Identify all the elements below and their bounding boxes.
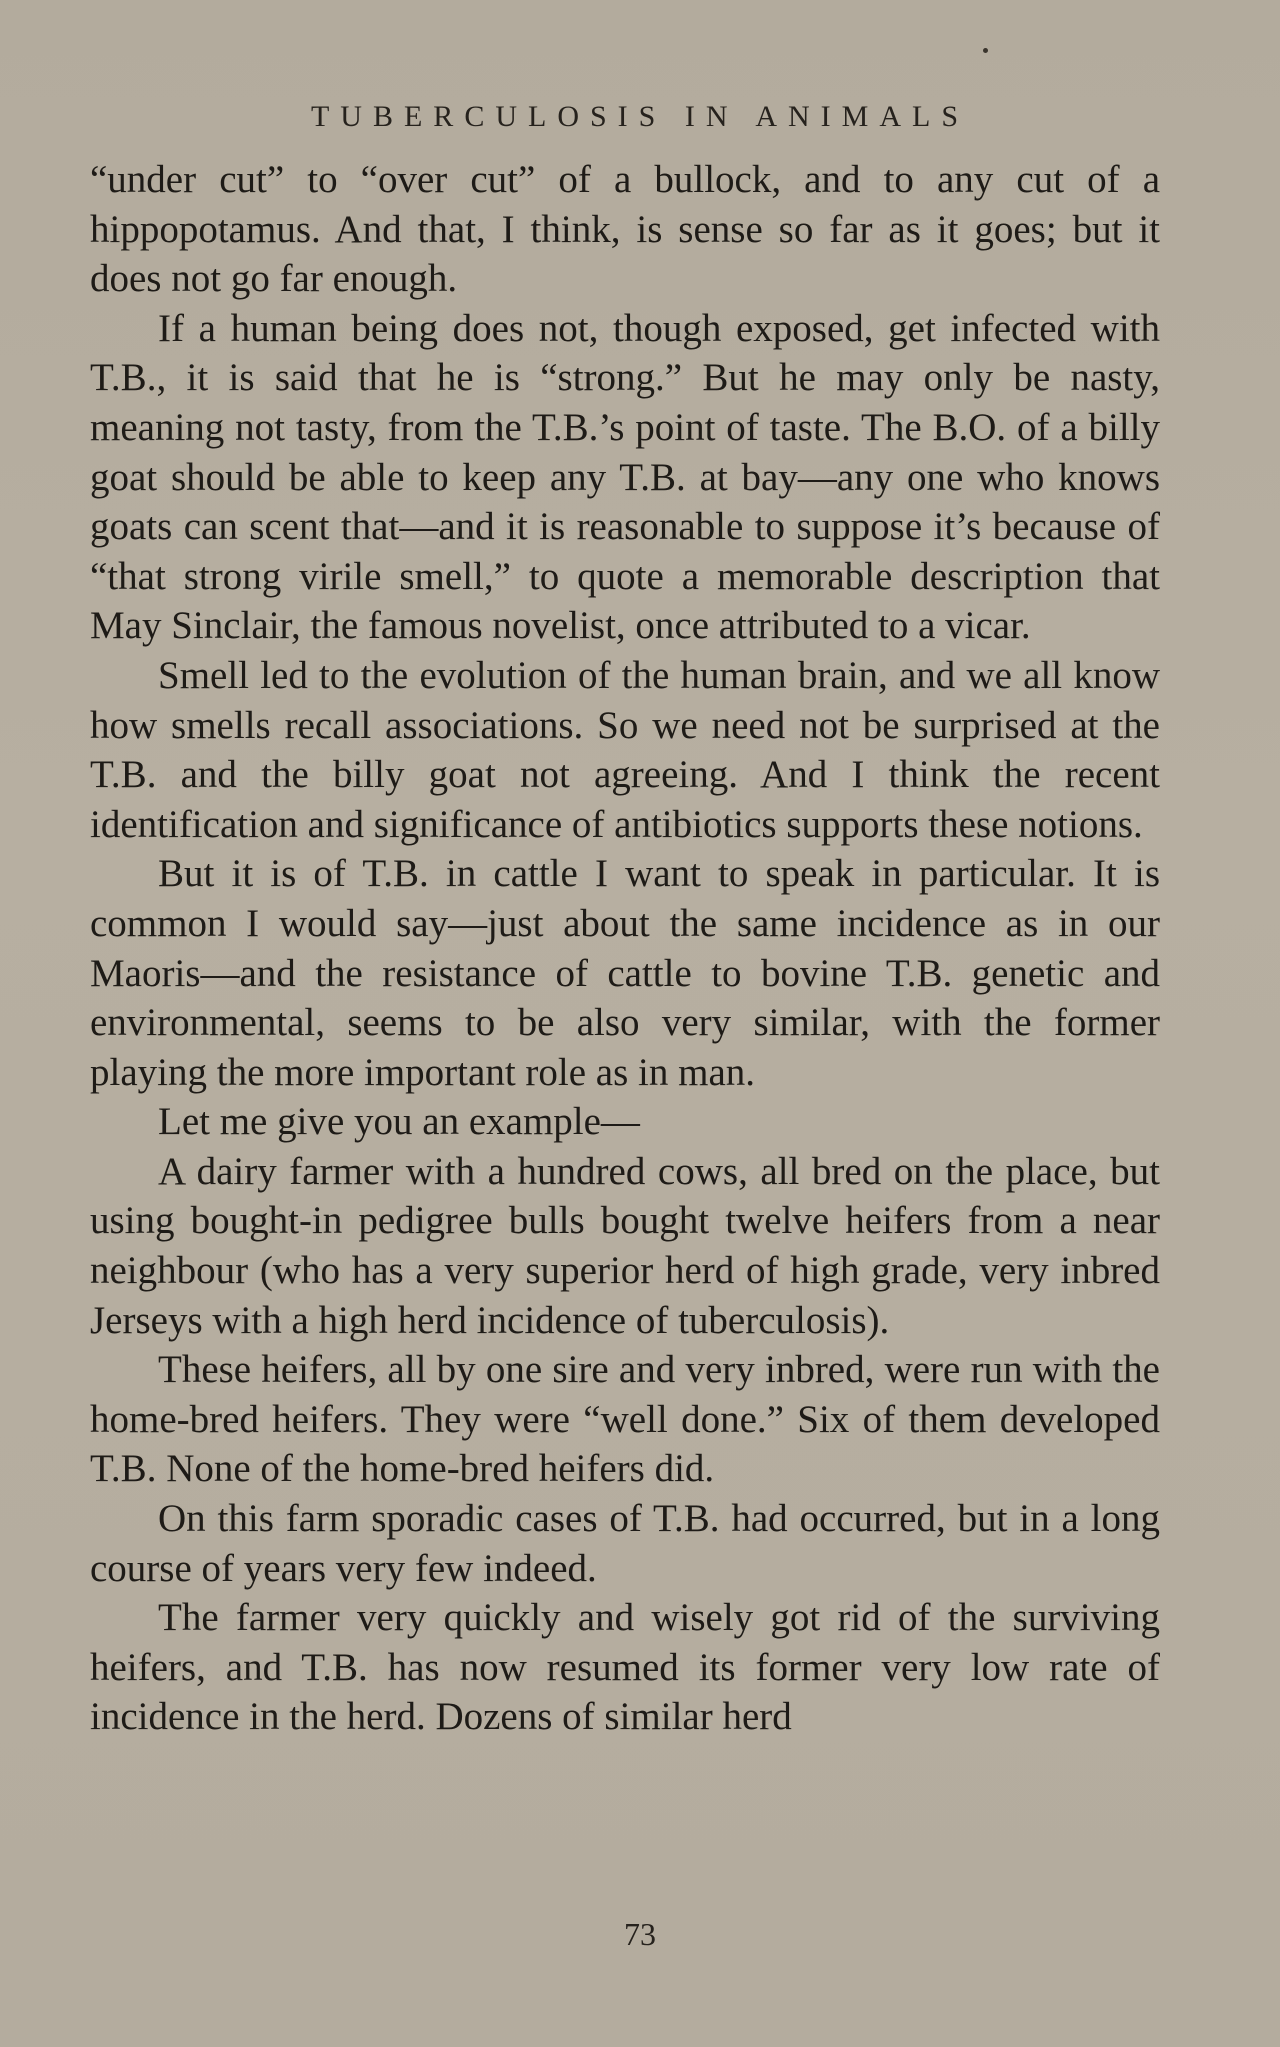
paragraph: These heifers, all by one sire and very inbred, were run with the home-bred heifers. They were “well done.” Six of them developed T.B. None of the home-bred heifers did. [90,1348,1160,1491]
paragraph: Smell led to the evolution of the human brain, and we all know how smells recall associations. So we need not be surprised at the T.B. and the billy goat not agreeing. And I think the recent identification and significance of antibiotics supports these notions. [90,653,1160,846]
paragraph-continued: “under cut” to “over cut” of a bullock, and to any cut of a hippopotamus. And that, I think, is sense so far as it goes; but it does not go far enough. [90,158,1160,301]
running-head: TUBERCULOSIS IN ANIMALS [310,100,970,133]
page-number: 73 [624,1916,656,1952]
paragraph: Let me give you an example— [158,1100,640,1144]
paragraph: If a human being does not, though exposed, get infected with T.B., it is said that he is “strong.” But he may only be nasty, meaning not tasty, from the T.B.’s point of taste. The B.O. of a billy goat should be able to keep any T.B. at bay—any one who knows goats can scent that—and it is reasonable to suppose it’s because of “that strong virile smell,” to quote a memorable description that May Sinclair, the famous novelist, once attributed to a vicar. [90,306,1160,648]
ink-speck [983,48,988,53]
paragraph: But it is of T.B. in cattle I want to speak in particular. It is common I would say—just about the same incidence as in our Maoris—and the resistance of cattle to bovine T.B. genetic and environmental, seems to be also very similar, with the former playing the more important role as in man. [90,852,1160,1094]
paragraph: On this farm sporadic cases of T.B. had occurred, but in a long course of years very few indeed. [90,1497,1160,1590]
body-text [90,155,1160,1742]
paragraph: A dairy farmer with a hundred cows, all bred on the place, but using bought-in pedigree bulls bought twelve heifers from a near neighbour (who has a very superior herd of high grade, very inbred Jerseys with a high herd incidence of tuberculosis). [90,1149,1160,1342]
paragraph: The farmer very quickly and wisely got rid of the surviving heifers, and T.B. has now resumed its former very low rate of incidence in the herd. Dozens of similar herd [90,1596,1160,1739]
